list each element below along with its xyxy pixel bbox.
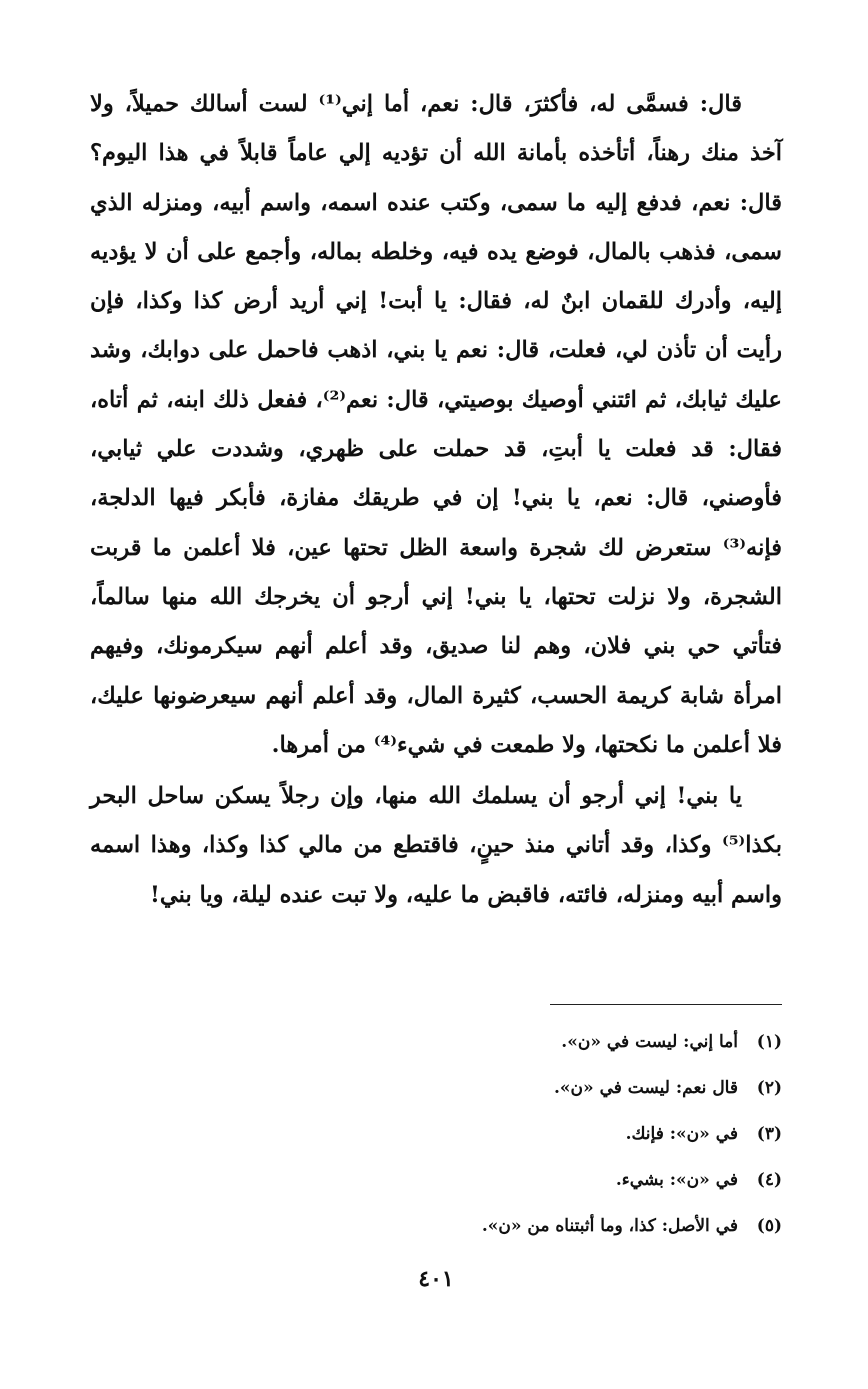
footnote-divider xyxy=(550,1004,782,1005)
footnote-item xyxy=(90,1203,782,1249)
footnote-text: في «ن»: فإنك. xyxy=(625,1124,738,1144)
page-number: ٤٠١ xyxy=(418,1266,454,1292)
book-page xyxy=(90,0,782,1389)
footnote-item xyxy=(90,1019,782,1065)
footnote-number: (٥) xyxy=(756,1216,782,1236)
footnote-text: في الأصل: كذا، وما أثبتناه من «ن». xyxy=(481,1216,738,1236)
footnote-number: (٣) xyxy=(756,1124,782,1144)
paragraph-1: قال: فسمَّى له، فأكثرَ، قال: نعم، أما إني⁽¹⁾ لست أسالك حميلاً، ولا آخذ منك رهناً، أتأخذه بأمانة الله أن تؤديه إلي عاماً قابلاً في هذا اليوم؟ قال: نعم، فدفع إليه ما سمى، وكتب عنده اسمه، واسم أبيه، ومنزله الذي سمى، فذهب بالمال، فوضع يده فيه، وخلطه بماله، وأجمع على أن لا يؤديه إليه، وأدرك للقمان ابنٌ له، فقال: يا أبت! إني أريد أرض كذا وكذا، فإن رأيت أن تأذن لي، فعلت، قال: نعم يا بني، اذهب فاحمل على دوابك، وشد عليك ثيابك، ثم ائتني أوصيك بوصيتي، قال: نعم⁽²⁾، ففعل ذلك ابنه، ثم أتاه، فقال: قد فعلت يا أبتِ، قد حملت على ظهري، وشددت علي ثيابي، فأوصني، قال: نعم، يا بني! إن في طريقك مفازة، فأبكر فيها الدلجة، فإنه⁽³⁾ ستعرض لك شجرة واسعة الظل تحتها عين، فلا أعلمن ما قربت الشجرة، ولا نزلت تحتها، يا بني! إني أرجو أن يخرجك الله منها سالماً، فتأتي حي بني فلان، وهم لنا صديق، وقد أعلم أنهم سيكرمونك، وفيهم امرأة شابة كريمة الحسب، كثيرة المال، وقد أعلم أنهم سيعرضونها عليك، فلا أعلمن ما نكحتها، ولا طمعت في شيء⁽⁴⁾ من أمرها. xyxy=(90,91,782,758)
footnote-number: (٢) xyxy=(756,1078,782,1098)
footnote-item xyxy=(90,1111,782,1157)
main-text xyxy=(90,80,782,920)
footnote-number: (١) xyxy=(756,1032,782,1052)
footnotes-list xyxy=(90,1019,782,1249)
footnote-number: (٤) xyxy=(756,1170,782,1190)
footnote-text: في «ن»: بشيء. xyxy=(615,1170,738,1190)
paragraph-2: يا بني! إني أرجو أن يسلمك الله منها، وإن رجلاً يسكن ساحل البحر بكذا⁽⁵⁾ وكذا، وقد أتاني منذ حينٍ، فاقتطع من مالي كذا وكذا، وهذا اسمه واسم أبيه ومنزله، فائته، فاقبض ما عليه، ولا تبت عنده ليلة، ويا بني! xyxy=(90,783,782,908)
footnote-text: أما إني: ليست في «ن». xyxy=(561,1032,738,1052)
footnote-item xyxy=(90,1157,782,1203)
footnote-item xyxy=(90,1065,782,1111)
footnote-text: قال نعم: ليست في «ن». xyxy=(554,1078,738,1098)
